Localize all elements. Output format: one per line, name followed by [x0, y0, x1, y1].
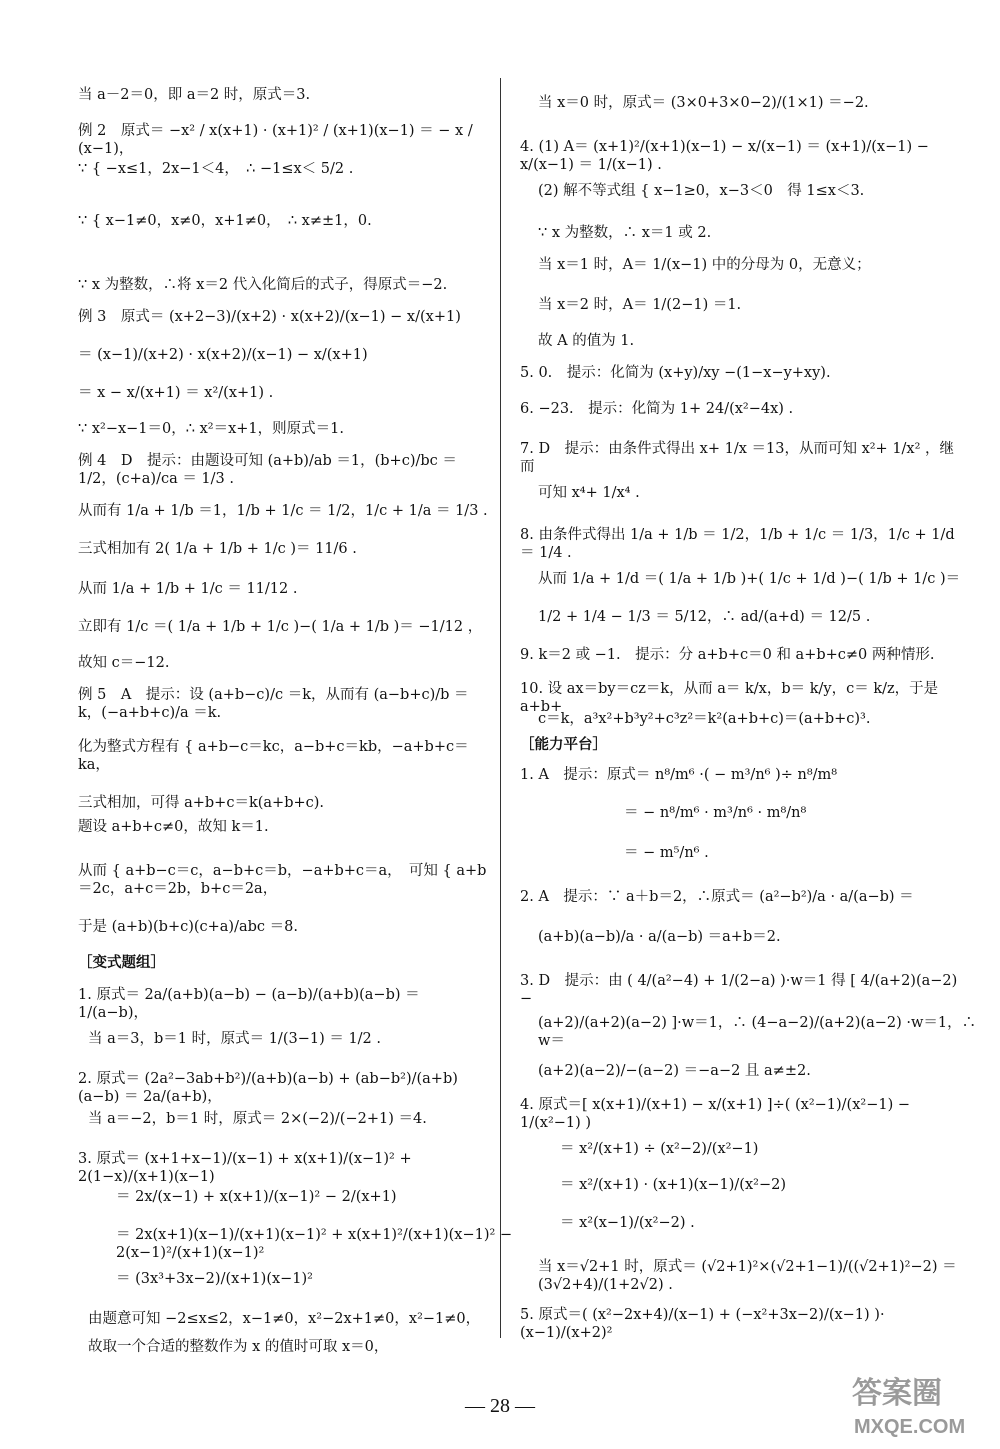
text-line: ∵ x²−x−1＝0，∴ x²＝x+1，则原式＝1.	[78, 421, 344, 437]
text-line: ＝ x²/(x+1) · (x+1)(x−1)/(x²−2)	[560, 1177, 786, 1193]
text-line: 9. k＝2 或 −1. 提示：分 a+b+c＝0 和 a+b+c≠0 两种情形.	[520, 647, 935, 663]
text-line: ∵ x 为整数，∴将 x＝2 代入化简后的式子，得原式＝−2.	[78, 277, 448, 293]
text-line: 1. 原式＝ 2a/(a+b)(a−b) − (a−b)/(a+b)(a−b) ＝ 1/(a−b)，	[78, 987, 425, 1022]
text-line: ＝ − m⁵/n⁶ .	[624, 845, 709, 861]
text-line: 例 5 A 提示：设 (a+b−c)/c ＝k，从而有 (a−b+c)/b ＝k，(−a+b+c)/a ＝k.	[78, 687, 469, 722]
text-line: 由题意可知 −2≤x≤2，x−1≠0，x²−2x+1≠0，x²−1≠0，	[88, 1311, 481, 1327]
text-line: 1/2 + 1/4 − 1/3 ＝ 5/12，∴ ad/(a+d) ＝ 12/5 .	[538, 609, 871, 625]
text-line: 三式相加，可得 a+b+c＝k(a+b+c).	[78, 795, 325, 811]
text-line: (a+b)(a−b)/a · a/(a−b) ＝a+b＝2.	[538, 929, 781, 945]
text-line: 当 a＝3，b＝1 时，原式＝ 1/(3−1) ＝ 1/2 .	[88, 1031, 382, 1047]
text-line: ＝ x − x/(x+1) ＝ x²/(x+1) .	[78, 385, 274, 401]
text-line: 2. A 提示：∵ a＋b＝2，∴原式＝ (a²−b²)/a · a/(a−b) ＝	[520, 889, 914, 905]
text-line: 当 a－2＝0，即 a＝2 时，原式＝3.	[78, 87, 311, 103]
text-line: 4. 原式＝[ x(x+1)/(x+1) − x/(x+1) ]÷( (x²−1)/(x²−1) − 1/(x²−1) )	[520, 1097, 915, 1132]
text-line: 例 3 原式＝ (x+2−3)/(x+2) · x(x+2)/(x−1) − x/(x+1)	[78, 309, 461, 325]
text-line: 化为整式方程有 { a+b−c＝kc，a−b+c＝kb，−a+b+c＝ka，	[78, 739, 469, 774]
text-line: 6. −23. 提示：化简为 1+ 24/(x²−4x) .	[520, 401, 794, 417]
text-line: 当 x＝0 时，原式＝ (3×0+3×0−2)/(1×1) ＝−2.	[538, 95, 869, 111]
section-heading: ［变式题组］	[78, 954, 165, 971]
text-line: ＝ 2x/(x−1) + x(x+1)/(x−1)² − 2/(x+1)	[116, 1189, 397, 1205]
text-line: ＝ x²/(x+1) ÷ (x²−2)/(x²−1)	[560, 1141, 759, 1157]
text-line: 1. A 提示：原式＝ n⁸/m⁶ ·( − m³/n⁶ )÷ n⁸/m⁸	[520, 767, 838, 783]
text-line: 2. 原式＝ (2a²−3ab+b²)/(a+b)(a−b) + (ab−b²)/(a+b)(a−b) ＝ 2a/(a+b)，	[78, 1071, 458, 1106]
text-line: 从而 { a+b−c＝c，a−b+c＝b，−a+b+c＝a， 可知 { a+b＝2c，a+c＝2b，b+c＝2a，	[78, 863, 487, 898]
text-line: ∵ { −x≤1，2x−1＜4， ∴ −1≤x＜ 5/2 .	[78, 161, 354, 177]
section-heading: ［能力平台］	[520, 736, 607, 753]
text-line: ＝ 2x(x+1)(x−1)/(x+1)(x−1)² + x(x+1)²/(x+1)(x−1)² − 2(x−1)²/(x+1)(x−1)²	[116, 1227, 517, 1262]
text-line: 5. 原式＝( (x²−2x+4)/(x−1) + (−x²+3x−2)/(x−1) )· (x−1)/(x+2)²	[520, 1307, 890, 1342]
text-line: 故 A 的值为 1.	[538, 333, 635, 349]
text-line: 8. 由条件式得出 1/a + 1/b ＝ 1/2，1/b + 1/c ＝ 1/3，1/c + 1/d ＝ 1/4 .	[520, 527, 960, 562]
text-line: 故知 c＝−12.	[78, 655, 170, 671]
text-line: 7. D 提示：由条件式得出 x+ 1/x ＝13，从而可知 x²+ 1/x² ，继而	[520, 441, 955, 476]
text-line: 10. 设 ax＝by＝cz＝k，从而 a＝ k/x，b＝ k/y，c＝ k/z，于是 a+b+	[520, 681, 943, 716]
text-line: 三式相加有 2( 1/a + 1/b + 1/c )＝ 11/6 .	[78, 541, 357, 557]
text-line: ＝ (x−1)/(x+2) · x(x+2)/(x−1) − x/(x+1)	[78, 347, 368, 363]
text-line: ∵ { x−1≠0，x≠0，x+1≠0， ∴ x≠±1，0.	[78, 213, 372, 229]
text-line: 故取一个合适的整数作为 x 的值时可取 x＝0，	[88, 1339, 389, 1355]
text-line: 立即有 1/c ＝( 1/a + 1/b + 1/c )−( 1/a + 1/b )＝ −1/12 ，	[78, 619, 483, 635]
text-line: ＝ (3x³+3x−2)/(x+1)(x−1)²	[116, 1271, 313, 1287]
text-line: 当 a＝−2，b＝1 时，原式＝ 2×(−2)/(−2+1) ＝4.	[88, 1111, 427, 1127]
text-line: 当 x＝√2+1 时，原式＝ (√2+1)²×(√2+1−1)/((√2+1)²−2) ＝ (3√2+4)/(1+2√2) .	[538, 1259, 962, 1294]
text-line: 当 x＝2 时，A＝ 1/(2−1) ＝1.	[538, 297, 742, 313]
text-line: 当 x＝1 时，A＝ 1/(x−1) 中的分母为 0，无意义；	[538, 257, 871, 273]
text-line: 例 2 原式＝ −x² / x(x+1) · (x+1)² / (x+1)(x−1) ＝ − x / (x−1)，	[78, 123, 478, 158]
page-number: — 28 —	[465, 1395, 535, 1417]
text-line: 4. (1) A＝ (x+1)²/(x+1)(x−1) − x/(x−1) ＝ (x+1)/(x−1) − x/(x−1) ＝ 1/(x−1) .	[520, 139, 934, 174]
column-divider	[500, 78, 501, 1338]
text-line: ＝ − n⁸/m⁶ · m³/n⁶ · m⁸/n⁸	[624, 805, 807, 821]
text-line: 从而 1/a + 1/d ＝( 1/a + 1/b )+( 1/c + 1/d )−( 1/b + 1/c )＝	[538, 571, 961, 587]
text-line: (a+2)/(a+2)(a−2) ]·w＝1，∴ (4−a−2)/(a+2)(a−2) ·w＝1，∴ w＝	[538, 1015, 981, 1050]
text-line: 例 4 D 提示：由题设可知 (a+b)/ab ＝1，(b+c)/bc ＝ 1/2，(c+a)/ca ＝ 1/3 .	[78, 453, 462, 488]
text-line: 于是 (a+b)(b+c)(c+a)/abc ＝8.	[78, 919, 298, 935]
text-line: 3. D 提示：由 ( 4/(a²−4) + 1/(2−a) )·w＝1 得 [ 4/(a+2)(a−2) −	[520, 973, 962, 1008]
text-line: (a+2)(a−2)/−(a−2) ＝−a−2 且 a≠±2.	[538, 1063, 811, 1079]
text-line: 3. 原式＝ (x+1+x−1)/(x−1) + x(x+1)/(x−1)² + 2(1−x)/(x+1)(x−1)	[78, 1151, 417, 1186]
text-line: (2) 解不等式组 { x−1≥0，x−3＜0 得 1≤x＜3.	[538, 183, 865, 199]
text-line: 题设 a+b+c≠0，故知 k＝1.	[78, 819, 269, 835]
text-line: c＝k，a³x²+b³y²+c³z²＝k²(a+b+c)＝(a+b+c)³.	[538, 711, 871, 727]
text-line: 可知 x⁴+ 1/x⁴ .	[538, 485, 640, 501]
text-line: 5. 0. 提示：化简为 (x+y)/xy −(1−x−y+xy).	[520, 365, 831, 381]
watermark-url: MXQE.COM	[854, 1416, 966, 1438]
watermark-logo	[844, 1363, 994, 1443]
text-line: ∵ x 为整数，∴ x＝1 或 2.	[538, 225, 712, 241]
text-line: ＝ x²(x−1)/(x²−2) .	[560, 1215, 695, 1231]
text-line: 从而有 1/a + 1/b ＝1，1/b + 1/c ＝ 1/2，1/c + 1/a ＝ 1/3 .	[78, 503, 488, 519]
watermark-title: 答案圈	[852, 1377, 942, 1410]
text-line: 从而 1/a + 1/b + 1/c ＝ 11/12 .	[78, 581, 298, 597]
